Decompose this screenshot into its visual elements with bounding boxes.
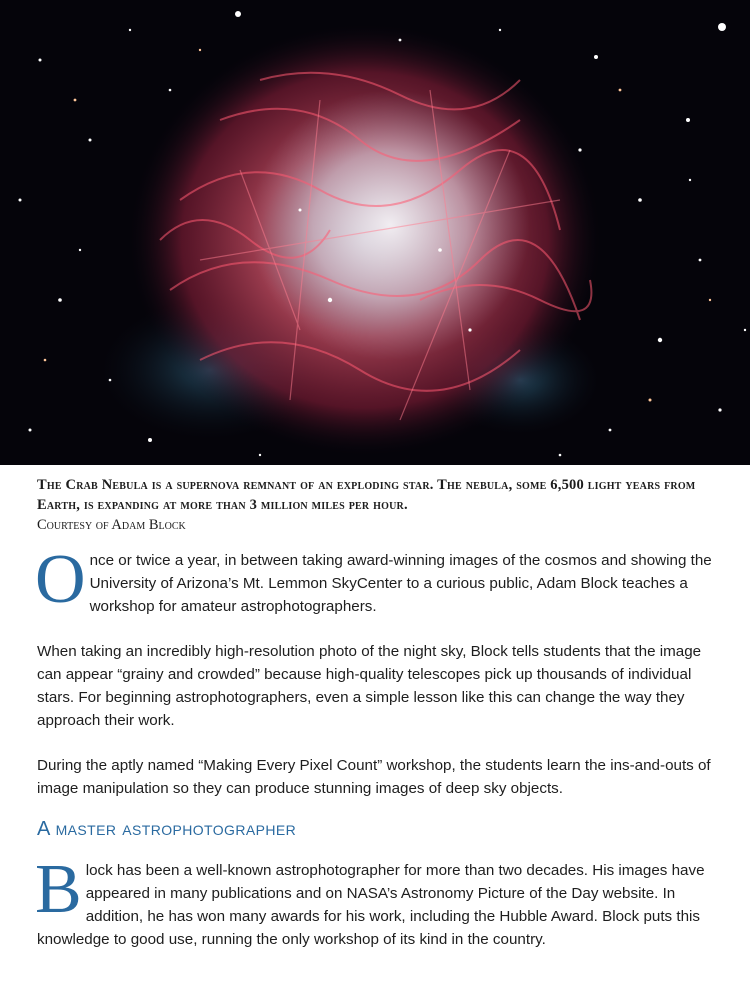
paragraph-three: During the aptly named “Making Every Pixel Count” workshop, the students learn the ins-and-outs of image manipulation so they can produce stunning images of deep sky objects. xyxy=(37,757,711,797)
paragraph-two: When taking an incredibly high-resolution photo of the night sky, Block tells students that the image can appear “grainy and crowded” because high-quality telescopes pick up thousands of individual stars. For beginning astrophotographers, even a simple lesson like this can change the way they approach their work. xyxy=(37,643,702,729)
paragraph-intro-text: nce or twice a year, in between taking award-winning images of the cosmos and showing the University of Arizona’s Mt. Lemmon SkyCenter to a curious public, Adam Block teaches a workshop for amateur astrophotographers. xyxy=(89,552,712,615)
paragraph-section-text: lock has been a well-known astrophotographer for more than two decades. His images have appeared in many publications and on NASA’s Astronomy Picture of the Day website. In addition, he has won many awards for his work, including the Hubble Award. Block puts this knowledge to good use, running the only workshop of its kind in the country. xyxy=(37,862,705,948)
paragraph-intro xyxy=(35,541,717,618)
caption-text: The Crab Nebula is a supernova remnant of an exploding star. The nebula, some 6,500 light years from Earth, is expanding at more than 3 million miles per hour. xyxy=(37,477,696,513)
nebula-image xyxy=(0,0,750,465)
section-heading: A master astrophotographer xyxy=(37,818,297,840)
paragraph-section xyxy=(35,851,717,951)
photo-caption xyxy=(37,475,727,535)
drop-cap-o: O xyxy=(35,541,86,618)
drop-cap-b: B xyxy=(35,851,82,928)
crab-nebula-photo xyxy=(0,0,750,465)
photo-credit: Courtesy of Adam Block xyxy=(37,517,186,533)
article-body xyxy=(35,541,717,951)
